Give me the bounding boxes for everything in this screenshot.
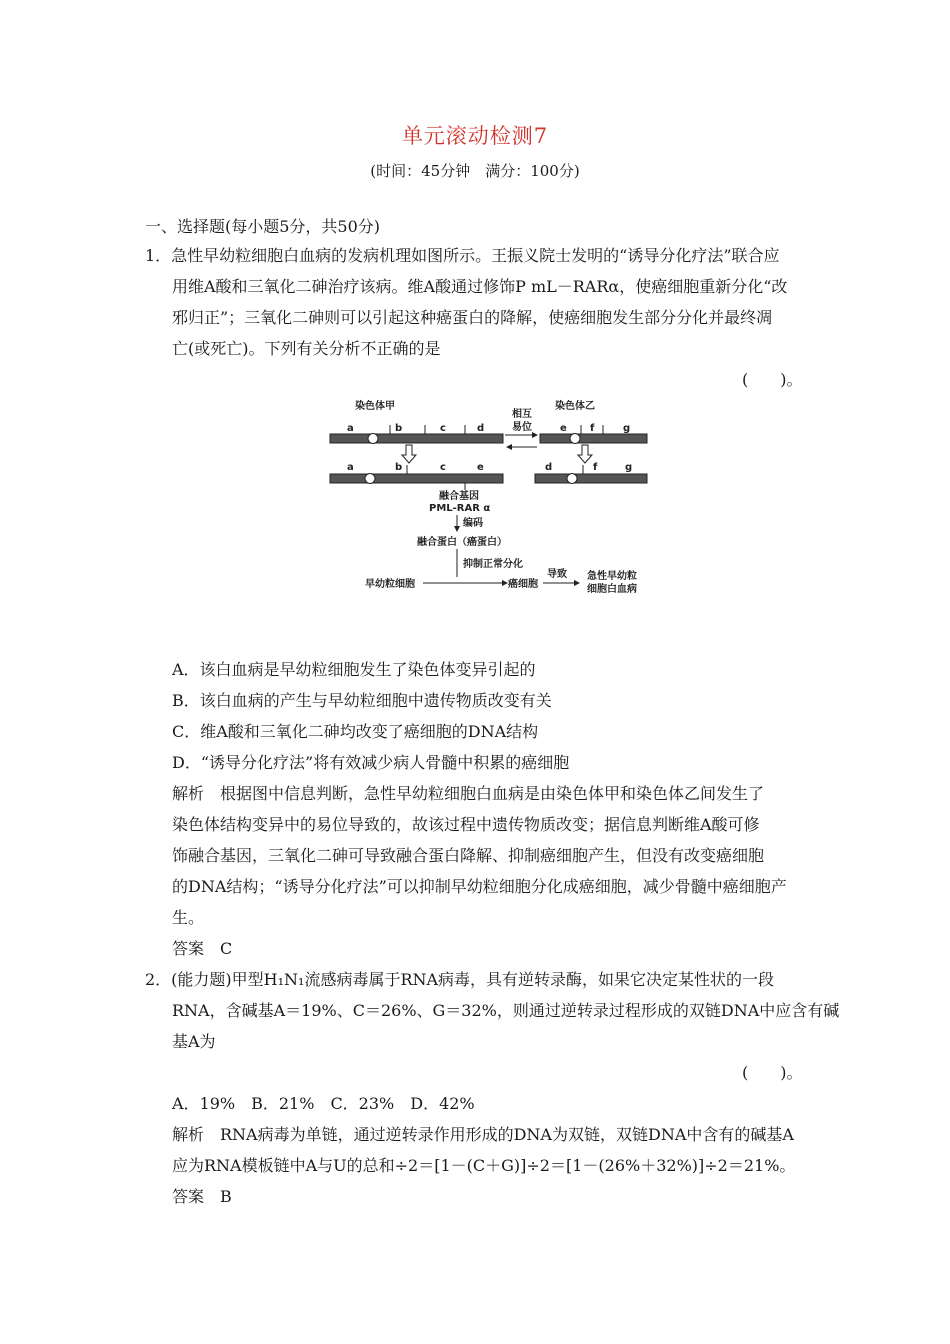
svg-text:d: d (477, 423, 485, 434)
disease-label-2: 细胞白血病 (587, 584, 637, 595)
q1-analysis-4: 的DNA结构；“诱导分化疗法”可以抑制早幼粒细胞分化成癌细胞，减少骨髓中癌细胞产 (172, 877, 787, 896)
fusion-protein-label: 融合蛋白（癌蛋白） (417, 537, 507, 548)
svg-text:b: b (395, 462, 403, 473)
q2-line-3: 基A为 (172, 1032, 216, 1051)
fusion-gene-name: PML-RAR α (429, 503, 491, 514)
svg-text:a: a (347, 462, 354, 473)
page-subtitle: (时间：45分钟 满分：100分) (370, 162, 580, 180)
chrom-b-label: 染色体乙 (555, 401, 595, 412)
q2-options: A．19% B．21% C．23% D．42% (172, 1094, 475, 1113)
fused-chromosome-b (535, 474, 647, 483)
svg-text:c: c (440, 462, 446, 473)
q1-analysis-1: 解析 根据图中信息判断，急性早幼粒细胞白血病是由染色体甲和染色体乙间发生了 (172, 784, 765, 803)
disease-label-1: 急性早幼粒 (587, 571, 637, 582)
swap-label-1: 相互 (512, 409, 532, 420)
leads-to-label: 导致 (547, 569, 567, 580)
cell-1-label: 早幼粒细胞 (365, 579, 415, 590)
inhibit-label: 抑制正常分化 (463, 559, 523, 570)
chrom-a-label: 染色体甲 (355, 401, 395, 412)
swap-label-2: 易位 (512, 422, 532, 433)
q2-line-1: 2．(能力题)甲型H₁N₁流感病毒属于RNA病毒，具有逆转录酶，如果它决定某性状的一段 (145, 970, 775, 989)
svg-text:f: f (593, 462, 598, 473)
svg-text:a: a (347, 423, 354, 434)
q1-option-a: A．该白血病是早幼粒细胞发生了染色体变异引起的 (172, 660, 536, 679)
q2-line-2: RNA，含碱基A＝19%、C＝26%、G＝32%，则通过逆转录过程形成的双链DNA中应含有碱 (172, 1001, 840, 1020)
q2-analysis-2: 应为RNA模板链中A与U的总和÷2＝[1－(C＋G)]÷2＝[1－(26%＋32%)]÷2＝21%。 (172, 1156, 796, 1175)
svg-text:d: d (545, 462, 553, 473)
chromosome-b (540, 434, 647, 443)
svg-text:b: b (395, 423, 403, 434)
q2-answer: 答案 B (172, 1187, 232, 1206)
leukemia-diagram (325, 395, 655, 595)
section-heading: 一、选择题(每小题5分，共50分) (145, 217, 381, 236)
q2-answer-bracket: ( )。 (742, 1063, 803, 1082)
q1-option-d: D．“诱导分化疗法”将有效减少病人骨髓中积累的癌细胞 (172, 753, 570, 772)
svg-text:e: e (560, 423, 567, 434)
q1-line-3: 邪归正”；三氧化二砷则可以引起这种癌蛋白的降解，使癌细胞发生部分分化并最终凋 (172, 308, 773, 327)
page-title: 单元滚动检测7 (401, 124, 549, 148)
fused-chromosome-a (330, 474, 503, 483)
q1-option-b: B．该白血病的产生与早幼粒细胞中遗传物质改变有关 (172, 691, 552, 710)
cell-2-label: 癌细胞 (508, 579, 538, 590)
svg-text:g: g (625, 462, 633, 473)
svg-text:g: g (623, 423, 631, 434)
svg-text:c: c (440, 423, 446, 434)
q1-analysis-2: 染色体结构变异中的易位导致的，故该过程中遗传物质改变；据信息判断维A酸可修 (172, 815, 760, 834)
q1-line-2: 用维A酸和三氧化二砷治疗该病。维A酸通过修饰P mL－RARα，使癌细胞重新分化“改 (172, 277, 788, 296)
q1-option-c: C．维A酸和三氧化二砷均改变了癌细胞的DNA结构 (172, 722, 539, 741)
q1-analysis-5: 生。 (172, 908, 205, 927)
q1-answer: 答案 C (172, 939, 233, 958)
q1-line-1: 1．急性早幼粒细胞白血病的发病机理如图所示。王振义院士发明的“诱导分化疗法”联合应 (145, 246, 780, 265)
fusion-gene-label: 融合基因 (439, 491, 479, 502)
q1-analysis-3: 饰融合基因，三氧化二砷可导致融合蛋白降解、抑制癌细胞产生，但没有改变癌细胞 (172, 846, 765, 865)
q1-answer-bracket: ( )。 (742, 370, 803, 389)
chromosome-a (330, 434, 503, 443)
svg-text:e: e (477, 462, 484, 473)
svg-text:f: f (590, 423, 595, 434)
encode-label: 编码 (463, 518, 483, 529)
q2-analysis-1: 解析 RNA病毒为单链，通过逆转录作用形成的DNA为双链，双链DNA中含有的碱基A (172, 1125, 794, 1144)
q1-line-4: 亡(或死亡)。下列有关分析不正确的是 (172, 339, 441, 358)
